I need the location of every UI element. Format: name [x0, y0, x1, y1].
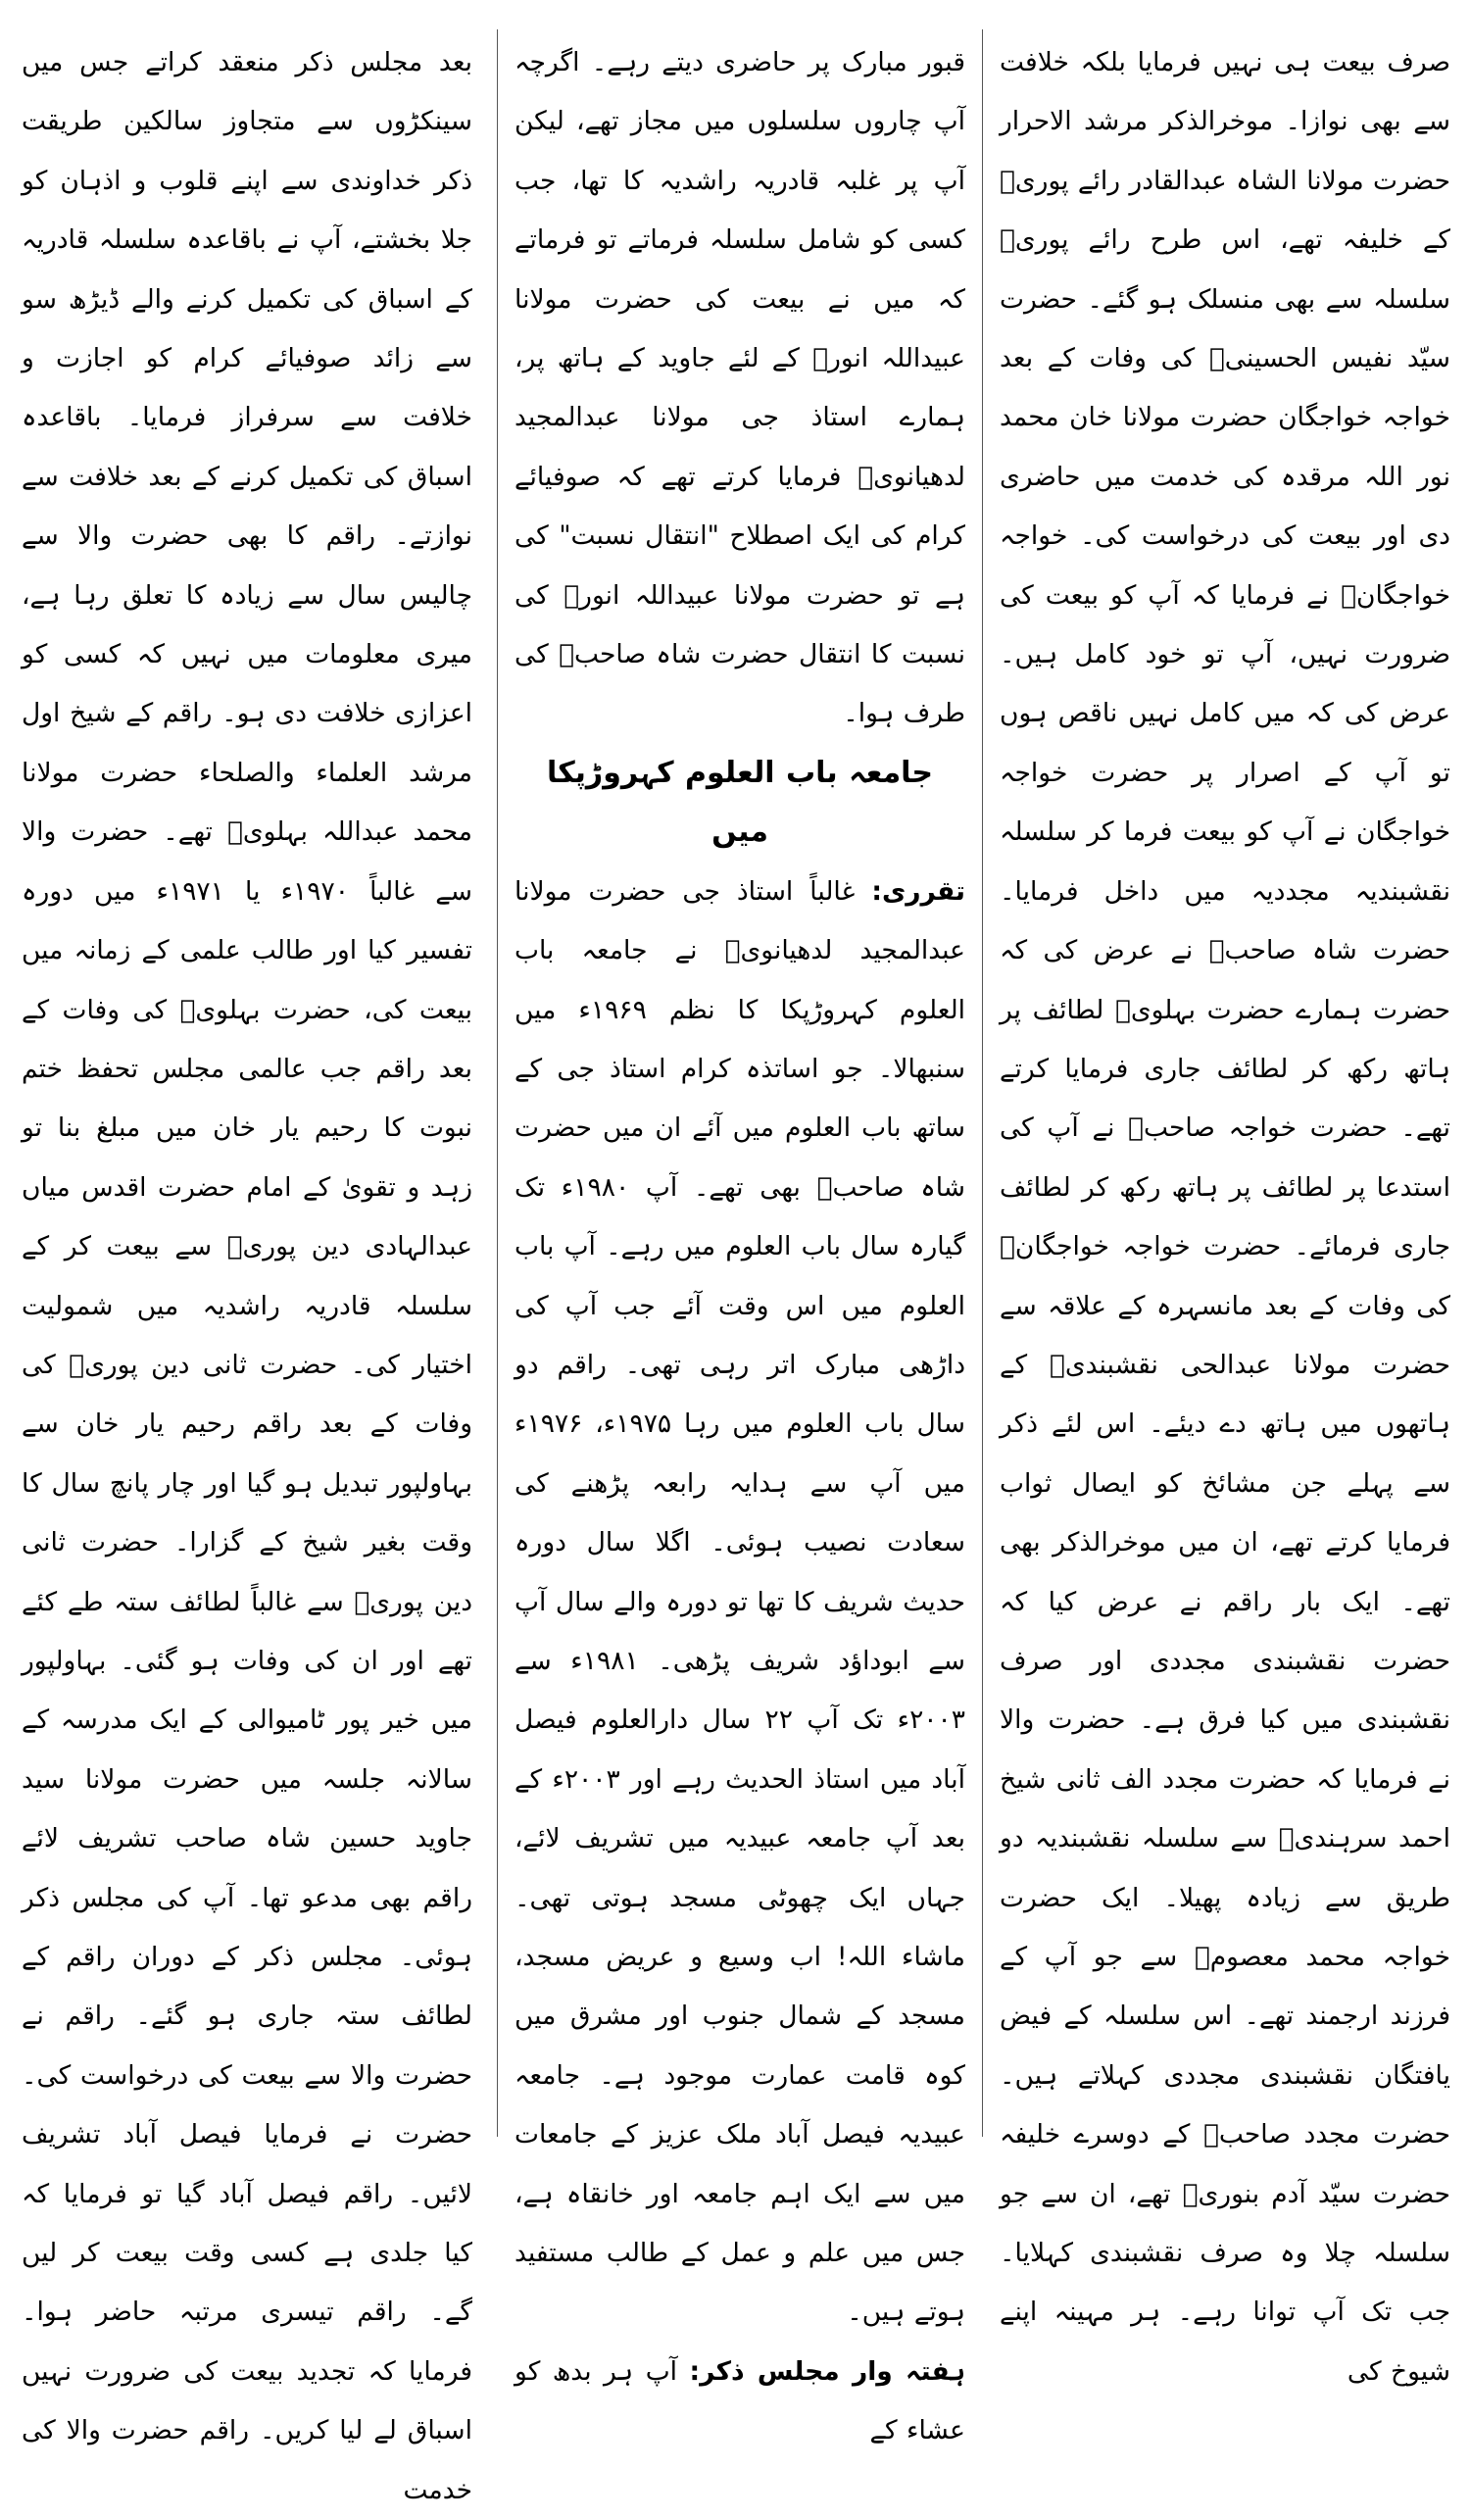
paragraph-lead-weekly-zikr: ہفتہ وار مجلس ذکر:: [689, 2355, 965, 2387]
text-column-middle: [514, 33, 966, 2446]
column-middle-paragraph-1: قبور مبارک پر حاضری دیتے رہے۔ اگرچہ آپ چاروں سلسلوں میں مجاز تھے، لیکن آپ پر غلبہ قادریہ راشدیہ کا تھا، جب کسی کو شامل سلسلہ فرماتے تو فرماتے کہ میں نے بیعت کی حضرت مولانا عبیداللہ انورؒ کے لئے جاوید کے ہاتھ پر، ہمارے استاذ جی مولانا عبدالمجید لدھیانویؒ فرمایا کرتے تھے کہ صوفیائے کرام کی ایک اصطلاح "انتقال نسبت" کی ہے تو حضرت مولانا عبیداللہ انورؒ کی نسبت کا انتقال حضرت شاہ صاحبؒ کی طرف ہوا۔: [514, 47, 965, 729]
paragraph-lead-appointment: تقرری:: [871, 875, 965, 907]
column-middle-paragraph-3: [514, 2343, 965, 2461]
paragraph-body-appointment: غالباً استاذ جی حضرت مولانا عبدالمجید لدھیانویؒ نے جامعہ باب العلوم کہروڑپکا کا نظم ۱۹۶۹ء میں سنبھالا۔ جو اساتذہ کرام استاذ جی کے ساتھ باب العلوم میں آئے ان میں حضرت شاہ صاحبؒ بھی تھے۔ آپ ۱۹۸۰ء تک گیارہ سال باب العلوم میں رہے۔ آپ باب العلوم میں اس وقت آئے جب آپ کی داڑھی مبارک اتر رہی تھی۔ راقم دو سال باب العلوم میں رہا ۱۹۷۵ء، ۱۹۷۶ء میں آپ سے ہدایہ رابعہ پڑھنے کی سعادت نصیب ہوئی۔ اگلا سال دورہ حدیث شریف کا تھا تو دورہ والے سال آپ سے ابوداؤد شریف پڑھی۔ ۱۹۸۱ء سے ۲۰۰۳ء تک آپ ۲۲ سال دارالعلوم فیصل آباد میں استاذ الحدیث رہے اور ۲۰۰۳ء کے بعد آپ جامعہ عبیدیہ میں تشریف لائے، جہاں ایک چھوٹی مسجد ہوتی تھی۔ ماشاء اللہ! اب وسیع و عریض مسجد، مسجد کے شمال جنوب اور مشرق میں کوہ قامت عمارت موجود ہے۔ جامعہ عبیدیہ فیصل آباد ملک عزیز کے جامعات میں سے ایک اہم جامعہ اور خانقاہ ہے، جس میں علم و عمل کے طالب مستفید ہوتے ہیں۔: [514, 875, 966, 2328]
column-left-paragraph: بعد مجلس ذکر منعقد کراتے جس میں سینکڑوں سے متجاوز سالکین طریقت ذکر خداوندی سے اپنے قلوب و اذہان کو جلا بخشتے، آپ نے باقاعدہ سلسلہ قادریہ کے اسباق کی تکمیل کرنے والے ڈیڑھ سو سے زائد صوفیائے کرام کو اجازت و خلافت سے سرفراز فرمایا۔ باقاعدہ اسباق کی تکمیل کرنے کے بعد خلافت سے نوازتے۔ راقم کا بھی حضرت والا سے چالیس سال سے زیادہ کا تعلق رہا ہے، میری معلومات میں نہیں کہ کسی کو اعزازی خلافت دی ہو۔ راقم کے شیخ اول مرشد العلماء والصلحاء حضرت مولانا محمد عبداللہ بہلویؒ تھے۔ حضرت والا سے غالباً ۱۹۷۰ء یا ۱۹۷۱ء میں دورہ تفسیر کیا اور طالب علمی کے زمانہ میں بیعت کی، حضرت بہلویؒ کی وفات کے بعد راقم جب عالمی مجلس تحفظ ختم نبوت کا رحیم یار خان میں مبلغ بنا تو زہد و تقویٰ کے امام حضرت اقدس میاں عبدالہادی دین پوریؒ سے بیعت کر کے سلسلہ قادریہ راشدیہ میں شمولیت اختیار کی۔ حضرت ثانی دین پوریؒ کی وفات کے بعد راقم رحیم یار خان سے بہاولپور تبدیل ہو گیا اور چار پانچ سال کا وقت بغیر شیخ کے گزارا۔ حضرت ثانی دین پوریؒ سے غالباً لطائف ستہ طے کئے تھے اور ان کی وفات ہو گئی۔ بہاولپور میں خیر پور ٹامیوالی کے ایک مدرسہ کے سالانہ جلسہ میں حضرت مولانا سید جاوید حسین شاہ صاحب تشریف لائے راقم بھی مدعو تھا۔ آپ کی مجلس ذکر ہوئی۔ مجلس ذکر کے دوران راقم کے لطائف ستہ جاری ہو گئے۔ راقم نے حضرت والا سے بیعت کی درخواست کی۔ حضرت نے فرمایا فیصل آباد تشریف لائیں۔ راقم فیصل آباد گیا تو فرمایا کہ کیا جلدی ہے کسی وقت بیعت کر لیں گے۔ راقم تیسری مرتبہ حاضر ہوا۔ فرمایا کہ تجدید بیعت کی ضرورت نہیں اسباق لے لیا کریں۔ راقم حضرت والا کی خدمت: [22, 47, 472, 2505]
paragraph-body-weekly-zikr: آپ ہر بدھ کو عشاء کے: [514, 2355, 965, 2446]
column-divider-right: [982, 29, 983, 2137]
section-heading-jamia-bab-ul-uloom: جامعہ باب العلوم کہروڑپکا میں: [546, 755, 934, 850]
text-column-right: [1000, 33, 1450, 2387]
column-middle-paragraph-2: [514, 863, 965, 2343]
column-divider-left: [497, 29, 498, 2137]
column-right-paragraph: صرف بیعت ہی نہیں فرمایا بلکہ خلافت سے بھی نوازا۔ موخرالذکر مرشد الاحرار حضرت مولانا الشاہ عبدالقادر رائے پوریؒ کے خلیفہ تھے، اس طرح رائے پوریؒ سلسلہ سے بھی منسلک ہو گئے۔ حضرت سیّد نفیس الحسینیؒ کی وفات کے بعد خواجہ خواجگان حضرت مولانا خان محمد نور اللہ مرقدہ کی خدمت میں حاضری دی اور بیعت کی درخواست کی۔ خواجہ خواجگانؒ نے فرمایا کہ آپ کو بیعت کی ضرورت نہیں، آپ تو خود کامل ہیں۔ عرض کی کہ میں کامل نہیں ناقص ہوں تو آپ کے اصرار پر حضرت خواجہ خواجگان نے آپ کو بیعت فرما کر سلسلہ نقشبندیہ مجددیہ میں داخل فرمایا۔ حضرت شاہ صاحبؒ نے عرض کی کہ حضرت ہمارے حضرت بہلویؒ لطائف پر ہاتھ رکھ کر لطائف جاری فرمایا کرتے تھے۔ حضرت خواجہ صاحبؒ نے آپ کی استدعا پر لطائف پر ہاتھ رکھ کر لطائف جاری فرمائے۔ حضرت خواجہ خواجگانؒ کی وفات کے بعد مانسہرہ کے علاقہ سے حضرت مولانا عبدالحی نقشبندیؒ کے ہاتھوں میں ہاتھ دے دیئے۔ اس لئے ذکر سے پہلے جن مشائخ کو ایصال ثواب فرمایا کرتے تھے، ان میں موخرالذکر بھی تھے۔ ایک بار راقم نے عرض کیا کہ حضرت نقشبندی مجددی اور صرف نقشبندی میں کیا فرق ہے۔ حضرت والا نے فرمایا کہ حضرت مجدد الف ثانی شیخ احمد سرہندیؒ سے سلسلہ نقشبندیہ دو طریق سے زیادہ پھیلا۔ ایک حضرت خواجہ محمد معصومؒ سے جو آپ کے فرزند ارجمند تھے۔ اس سلسلہ کے فیض یافتگان نقشبندی مجددی کہلاتے ہیں۔ حضرت مجدد صاحبؒ کے دوسرے خلیفہ حضرت سیّد آدم بنوریؒ تھے، ان سے جو سلسلہ چلا وہ صرف نقشبندی کہلایا۔ جب تک آپ توانا رہے۔ ہر مہینہ اپنے شیوخ کی: [1000, 47, 1450, 2387]
text-column-left: [22, 33, 472, 2505]
